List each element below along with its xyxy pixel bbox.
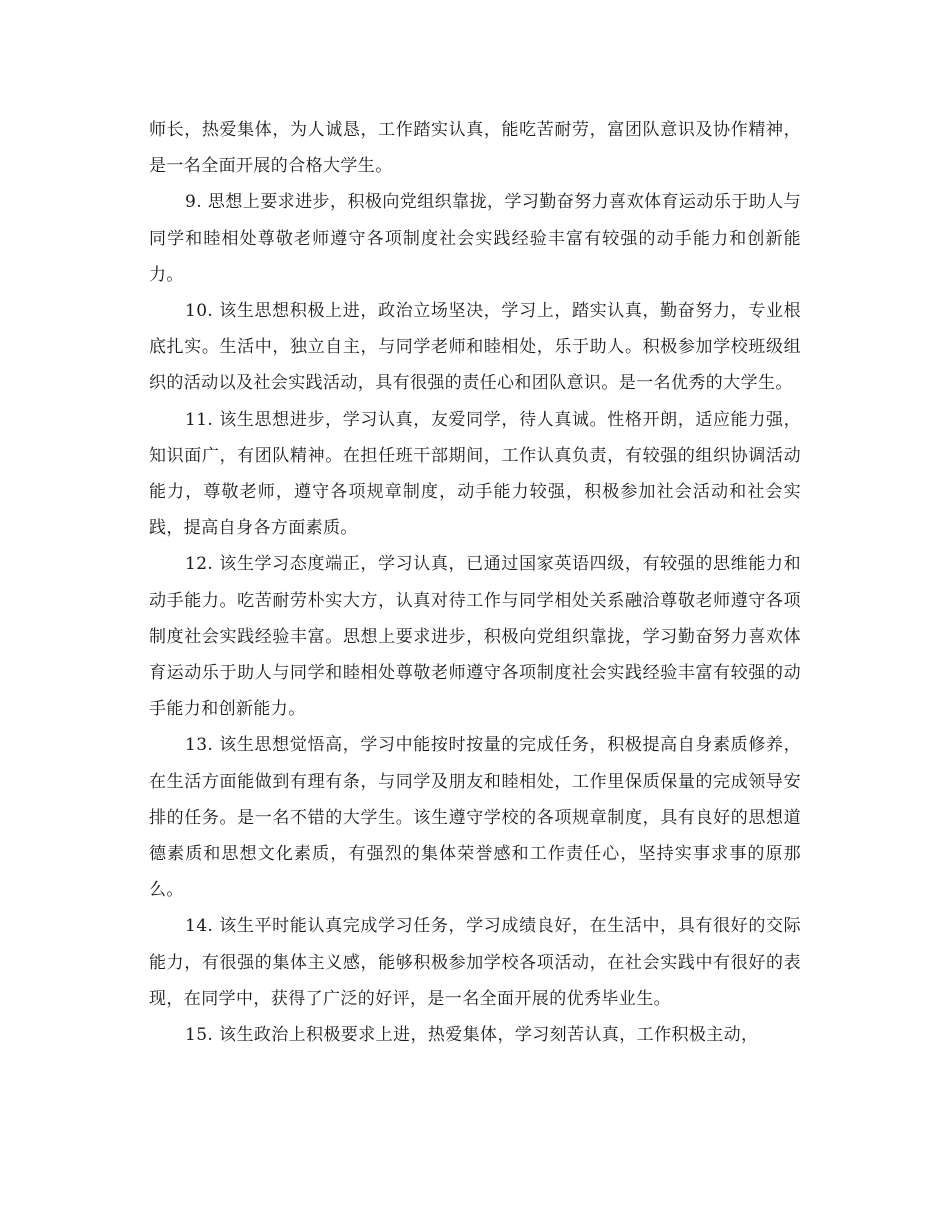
paragraph-continuation: 师长，热爱集体，为人诚恳，工作踏实认真，能吃苦耐劳，富团队意识及协作精神，是一名全面开展的合格大学生。 [149,120,801,177]
paragraph-item-10: 10. 该生思想积极上进，政治立场坚决，学习上，踏实认真，勤奋努力，专业根底扎实。生活中，独立自主，与同学老师和睦相处，乐于助人。积极参加学校班级组织的活动以及社会实践活动，具有很强的责任心和团队意识。是一名优秀的大学生。 [149,301,801,394]
paragraph-item-15: 15. 该生政治上积极要求上进，热爱集体，学习刻苦认真，工作积极主动， [185,1025,759,1046]
paragraph-item-13: 13. 该生思想觉悟高，学习中能按时按量的完成任务，积极提高自身素质修养，在生活方面能做到有理有条，与同学及朋友和睦相处，工作里保质保量的完成领导安排的任务。是一名不错的大学生。该生遵守学校的各项规章制度，具有良好的思想道德素质和思想文化素质，有强烈的集体荣誉感和工作责任心，坚持实事求事的原那么。 [149,735,801,901]
paragraph-item-9: 9. 思想上要求进步，积极向党组织靠拢，学习勤奋努力喜欢体育运动乐于助人与同学和睦相处尊敬老师遵守各项制度社会实践经验丰富有较强的动手能力和创新能力。 [149,192,801,285]
document-body [149,112,801,1053]
paragraph-item-14: 14. 该生平时能认真完成学习任务，学习成绩良好，在生活中，具有很好的交际能力，有很强的集体主义感，能够积极参加学校各项活动，在社会实践中有很好的表现，在同学中，获得了广泛的好评，是一名全面开展的优秀毕业生。 [149,916,801,1009]
paragraph-item-11: 11. 该生思想进步，学习认真，友爱同学，待人真诚。性格开朗，适应能力强，知识面广，有团队精神。在担任班干部期间，工作认真负责，有较强的组织协调活动能力，尊敬老师，遵守各项规章制度，动手能力较强，积极参加社会活动和社会实践，提高自身各方面素质。 [149,409,801,539]
paragraph-item-12: 12. 该生学习态度端正，学习认真，已通过国家英语四级，有较强的思维能力和动手能力。吃苦耐劳朴实大方，认真对待工作与同学相处关系融洽尊敬老师遵守各项制度社会实践经验丰富。思想上要求进步，积极向党组织靠拢，学习勤奋努力喜欢体育运动乐于助人与同学和睦相处尊敬老师遵守各项制度社会实践经验丰富有较强的动手能力和创新能力。 [149,554,801,720]
